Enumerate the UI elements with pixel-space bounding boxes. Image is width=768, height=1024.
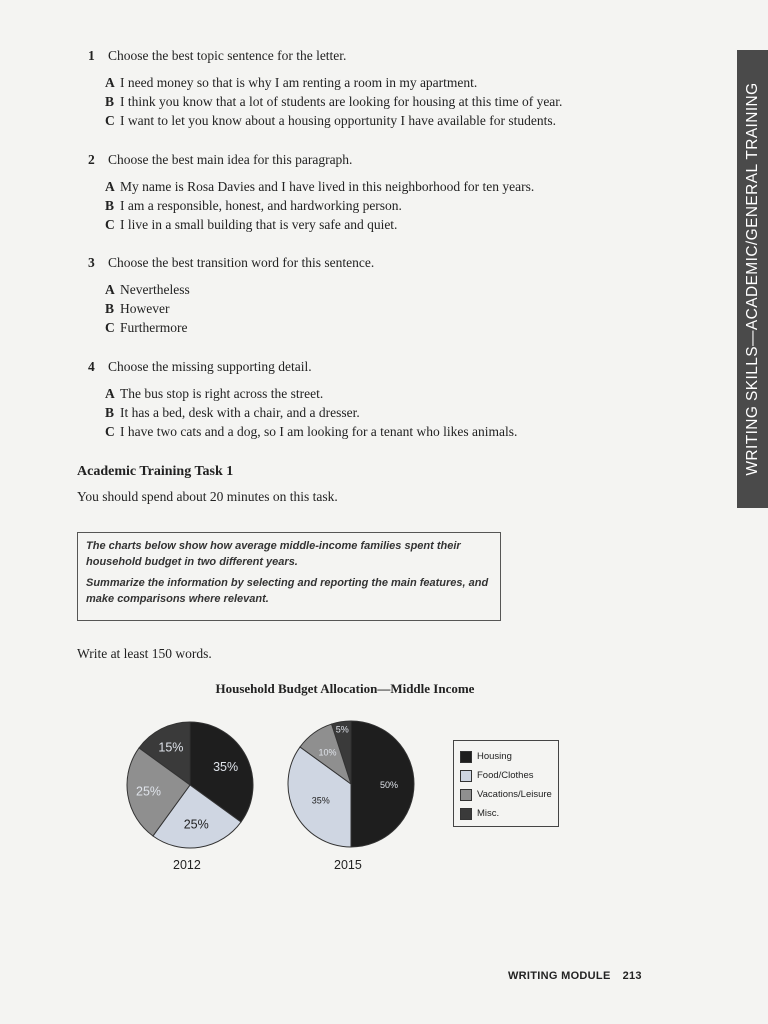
legend-label: Misc. — [477, 808, 500, 819]
question-stem: Choose the best transition word for this sentence. — [108, 255, 375, 270]
option-letter: A — [105, 179, 115, 194]
option-letter: C — [105, 217, 115, 232]
pie-label-2012-0: 35% — [213, 759, 239, 774]
pie-year-2015: 2015 — [334, 858, 362, 872]
legend-label: Housing — [477, 751, 512, 762]
page-number: 213 — [622, 970, 642, 982]
option-letter: C — [105, 320, 115, 335]
option-letter: A — [105, 282, 115, 297]
legend-swatch — [460, 770, 472, 782]
pie-label-2012-2: 25% — [136, 784, 162, 799]
option-text: It has a bed, desk with a chair, and a dresser. — [120, 405, 360, 420]
pie-label-2015-1: 35% — [311, 795, 330, 806]
option-text: I need money so that is why I am renting a room in my apartment. — [120, 75, 478, 90]
legend-item-misc — [460, 804, 558, 823]
legend-item-housing — [460, 747, 558, 766]
legend-label: Vacations/Leisure — [477, 789, 552, 800]
option-text: My name is Rosa Davies and I have lived in this neighborhood for ten years. — [120, 179, 535, 194]
question-stem: Choose the best main idea for this paragraph. — [108, 152, 353, 167]
option-text: I think you know that a lot of students are looking for housing at this time of year. — [120, 94, 563, 109]
side-tab-label: WRITING SKILLS—ACADEMIC/GENERAL TRAINING — [743, 82, 761, 476]
question-stem: Choose the best topic sentence for the letter. — [108, 48, 347, 63]
pie-label-2015-2: 10% — [318, 747, 337, 758]
legend-item-food-clothes — [460, 766, 558, 785]
option-letter: C — [105, 113, 115, 128]
page-footer — [508, 970, 642, 982]
legend-swatch — [460, 808, 472, 820]
option-text: However — [120, 301, 170, 316]
pie-label-2012-3: 15% — [158, 740, 184, 755]
option-text: Nevertheless — [120, 282, 190, 297]
option-letter: A — [105, 386, 115, 401]
option-letter: B — [105, 301, 115, 316]
option-text: I live in a small building that is very safe and quiet. — [120, 217, 398, 232]
pie-label-2015-0: 50% — [379, 780, 399, 790]
pie-label-2015-3: 5% — [335, 724, 349, 735]
legend-label: Food/Clothes — [477, 770, 534, 781]
option-letter: B — [105, 405, 115, 420]
option-text: I am a responsible, honest, and hardworking person. — [120, 198, 402, 213]
option-letter: B — [105, 94, 115, 109]
option-text: I want to let you know about a housing opportunity I have available for students. — [120, 113, 557, 128]
chart-legend — [453, 740, 559, 827]
option-text: I have two cats and a dog, so I am looking for a tenant who likes animals. — [120, 424, 518, 439]
option-text: The bus stop is right across the street. — [120, 386, 324, 401]
option-letter: B — [105, 198, 115, 213]
option-letter: A — [105, 75, 115, 90]
legend-swatch — [460, 751, 472, 763]
pie-year-2012: 2012 — [173, 858, 201, 872]
question-number: 2 — [88, 152, 95, 167]
prompt-instruction: Summarize the information by selecting and reporting the main features, and make comparisons where relevant. — [86, 577, 489, 605]
question-number: 3 — [88, 255, 95, 270]
task-time-note: You should spend about 20 minutes on this task. — [77, 489, 338, 504]
pie-label-2012-1: 25% — [183, 817, 209, 832]
prompt-description: The charts below show how average middle-income families spent their household budget in two different years. — [86, 540, 461, 568]
footer-section: WRITING MODULE — [508, 970, 611, 982]
option-text: Furthermore — [120, 320, 188, 335]
option-letter: C — [105, 424, 115, 439]
task-heading: Academic Training Task 1 — [77, 464, 234, 479]
legend-item-vacations — [460, 785, 558, 804]
question-stem: Choose the missing supporting detail. — [108, 359, 312, 374]
question-number: 4 — [88, 359, 95, 374]
question-number: 1 — [88, 48, 95, 63]
chart-title: Household Budget Allocation—Middle Income — [215, 681, 475, 696]
word-minimum: Write at least 150 words. — [77, 646, 212, 661]
legend-swatch — [460, 789, 472, 801]
